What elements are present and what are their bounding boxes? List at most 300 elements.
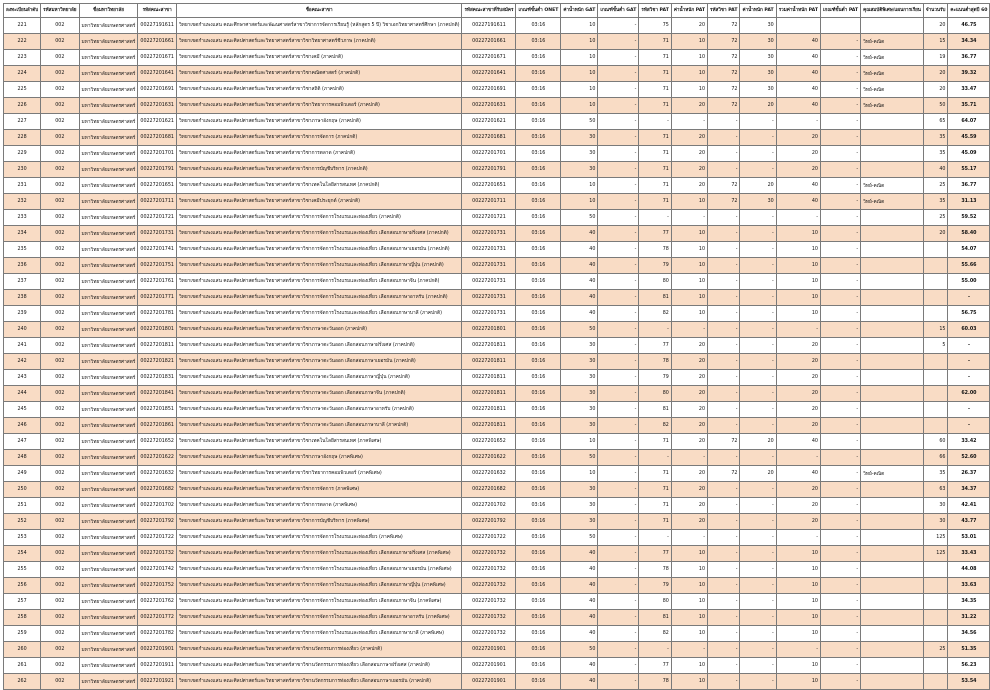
table-cell: - [820,98,860,114]
table-cell: - [948,354,990,370]
table-cell: - [708,306,740,322]
table-cell: 03:16 [516,178,561,194]
table-cell: วิทยาเขตกำแพงแสน คณะศิลปศาสตร์และวิทยาศาสตร์สาขาวิชาการจัดการโรงแรมและท่องเที่ยว เลือกสอบภาษาญี่ปุ่น (ภาคปกติ) [176,258,462,274]
column-header: รหัสคณะสาขา [138,4,177,18]
table-cell: - [708,290,740,306]
table-cell: - [708,386,740,402]
table-cell: - [820,658,860,674]
table-cell: 00227201671 [462,50,516,66]
table-cell: - [740,386,776,402]
table-cell: 00227201811 [462,386,516,402]
table-cell: 03:16 [516,498,561,514]
table-cell: 002 [41,338,79,354]
table-cell: - [740,338,776,354]
table-cell: 03:16 [516,98,561,114]
table-cell: - [598,594,639,610]
table-cell: - [598,498,639,514]
table-cell: 30 [561,498,598,514]
table-cell: 00227201792 [138,514,177,530]
table-cell: 34.56 [948,626,990,642]
table-cell: 002 [41,658,79,674]
table-row [4,482,990,498]
table-row [4,66,990,82]
table-cell: 03:16 [516,114,561,130]
table-cell: วิทยาเขตกำแพงแสน คณะศิลปศาสตร์และวิทยาศาสตร์สาขาวิชาภาษาตะวันออก เลือกสอบภาษาบาลี (ภาคปกติ) [176,418,462,434]
table-cell: 00227201691 [138,82,177,98]
table-cell: - [639,114,671,130]
table-cell: 71 [639,130,671,146]
table-cell [861,146,924,162]
table-cell: 235 [4,242,41,258]
table-cell: - [708,658,740,674]
table-cell: 00227201792 [462,514,516,530]
table-cell: 10 [776,578,820,594]
table-cell: 10 [776,274,820,290]
table-cell: วิทยาเขตกำแพงแสน คณะศิลปศาสตร์และวิทยาศาสตร์สาขาวิชาการจัดการ (ภาคปกติ) [176,130,462,146]
column-header: เกณฑ์ขั้นต่ำ PAT [820,4,860,18]
column-header: ลงทะเบียนลำดับ [4,4,41,18]
table-cell: มหาวิทยาลัยเกษตรศาสตร์ [79,66,138,82]
table-cell: 20 [776,402,820,418]
table-cell: - [820,610,860,626]
table-cell: - [708,418,740,434]
table-cell: 35 [923,466,948,482]
table-cell: 20 [776,146,820,162]
table-cell: 244 [4,386,41,402]
table-cell: วิทยาเขตกำแพงแสน คณะศิลปศาสตร์และวิทยาศาสตร์สาขาวิชานวัตกรรมการท่องเที่ยว เลือกสอบภาษาเยอรมัน (ภาคปกติ) [176,674,462,690]
table-cell: 71 [639,66,671,82]
table-cell: 26.37 [948,466,990,482]
table-cell: 253 [4,530,41,546]
table-cell [861,498,924,514]
table-cell: 30 [740,50,776,66]
table-cell: - [820,226,860,242]
table-cell: - [740,354,776,370]
table-cell [923,370,948,386]
table-cell [923,290,948,306]
table-cell: - [708,274,740,290]
table-cell: 10 [561,18,598,34]
table-cell: 002 [41,242,79,258]
table-cell: 03:16 [516,242,561,258]
table-cell: 81 [639,290,671,306]
table-cell: 20 [671,178,707,194]
table-cell: วิทยาเขตกำแพงแสน คณะศิลปศาสตร์และวิทยาศาสตร์สาขาวิชาคณิตศาสตร์ (ภาคปกติ) [176,66,462,82]
table-cell: 54.07 [948,242,990,258]
table-cell: 79 [639,370,671,386]
column-header: เกณฑ์ขั้นต่ำ ONET [516,4,561,18]
table-cell: วิทย์-คณิต [861,178,924,194]
table-cell: 00227201731 [462,306,516,322]
table-cell [861,370,924,386]
table-cell: 002 [41,498,79,514]
table-cell: - [598,626,639,642]
table-cell: 002 [41,50,79,66]
table-cell: 259 [4,626,41,642]
table-cell: 002 [41,210,79,226]
table-cell: 25 [923,178,948,194]
table-cell: 78 [639,674,671,690]
table-cell: - [598,578,639,594]
table-cell: 15 [923,322,948,338]
table-cell: วิทย์-คณิต [861,98,924,114]
table-cell: 03:16 [516,130,561,146]
table-cell: 03:16 [516,626,561,642]
table-cell: - [708,258,740,274]
table-cell: 30 [561,514,598,530]
table-cell: 30 [740,18,776,34]
table-cell: มหาวิทยาลัยเกษตรศาสตร์ [79,18,138,34]
table-cell: มหาวิทยาลัยเกษตรศาสตร์ [79,370,138,386]
table-cell: 40 [561,562,598,578]
table-cell: 233 [4,210,41,226]
table-cell: 00227201722 [462,530,516,546]
table-cell: 79 [639,578,671,594]
table-cell: - [708,498,740,514]
table-cell: 65 [923,114,948,130]
table-cell: 10 [671,194,707,210]
table-cell: 42.41 [948,498,990,514]
table-cell: มหาวิทยาลัยเกษตรศาสตร์ [79,674,138,690]
table-cell [861,546,924,562]
table-cell: 03:16 [516,162,561,178]
table-cell: 00227201762 [138,594,177,610]
table-cell [923,578,948,594]
table-cell: - [671,530,707,546]
table-cell: 00227201701 [462,146,516,162]
table-cell: มหาวิทยาลัยเกษตรศาสตร์ [79,146,138,162]
table-cell: 30 [561,402,598,418]
table-cell: 03:16 [516,274,561,290]
table-cell: 03:16 [516,18,561,34]
table-cell: 10 [671,594,707,610]
table-cell: - [820,258,860,274]
table-cell: 20 [740,98,776,114]
table-cell: มหาวิทยาลัยเกษตรศาสตร์ [79,130,138,146]
table-cell: วิทยาเขตกำแพงแสน คณะศิลปศาสตร์และวิทยาศาสตร์สาขาวิชาการบัญชีบริหาร (ภาคพิเศษ) [176,514,462,530]
table-cell: วิทยาเขตกำแพงแสน คณะศิลปศาสตร์และวิทยาศาสตร์สาขาวิชาการจัดการโรงแรมและท่องเที่ยว เลือกสอบภาษาบาลี (ภาคปกติ) [176,306,462,322]
table-cell: มหาวิทยาลัยเกษตรศาสตร์ [79,98,138,114]
table-cell: - [671,642,707,658]
table-cell: - [598,18,639,34]
table-cell: 00227201701 [138,146,177,162]
table-cell: 77 [639,226,671,242]
table-cell [861,354,924,370]
table-cell: 71 [639,82,671,98]
table-cell: - [820,130,860,146]
table-cell: วิทย์-คณิต [861,82,924,98]
table-cell: 30 [740,194,776,210]
table-cell: - [671,114,707,130]
table-cell: 03:16 [516,338,561,354]
table-cell: 00227201682 [462,482,516,498]
table-cell: - [598,338,639,354]
table-cell: 00227201652 [462,434,516,450]
table-row [4,466,990,482]
table-cell: 20 [740,178,776,194]
table-cell: 10 [671,274,707,290]
table-cell: - [820,162,860,178]
table-cell: - [598,402,639,418]
table-row [4,130,990,146]
table-cell: 71 [639,162,671,178]
table-cell: วิทยาเขตกำแพงแสน คณะศิลปศาสตร์และวิทยาศาสตร์สาขาวิชาการจัดการโรงแรมและท่องเที่ยว เลือกสอบภาษาเยอรมัน (ภาคปกติ) [176,242,462,258]
table-cell: มหาวิทยาลัยเกษตรศาสตร์ [79,114,138,130]
table-cell: - [820,338,860,354]
table-cell [923,354,948,370]
table-cell: 002 [41,290,79,306]
table-cell: 71 [639,514,671,530]
table-cell: - [820,290,860,306]
table-cell [861,642,924,658]
table-cell: 20 [671,338,707,354]
table-cell: 30 [561,354,598,370]
table-cell: 00227201632 [462,466,516,482]
table-cell: มหาวิทยาลัยเกษตรศาสตร์ [79,290,138,306]
table-cell: 40 [923,162,948,178]
table-cell: 223 [4,50,41,66]
table-cell: มหาวิทยาลัยเกษตรศาสตร์ [79,178,138,194]
table-cell: วิทยาเขตกำแพงแสน คณะศิลปศาสตร์และวิทยาศาสตร์สาขาวิชาภาษาตะวันออก เลือกสอบภาษาฝรั่งเศส (ภาคปกติ) [176,338,462,354]
table-cell: 03:16 [516,402,561,418]
table-cell: - [598,354,639,370]
table-cell: 79 [639,258,671,274]
table-cell: 40 [561,306,598,322]
table-row [4,146,990,162]
table-cell: วิทยาเขตกำแพงแสน คณะศิลปศาสตร์และวิทยาศาสตร์สาขาวิชาภาษาอังกฤษ (ภาคพิเศษ) [176,450,462,466]
table-cell [923,386,948,402]
table-cell: 50 [561,530,598,546]
table-row [4,370,990,386]
table-cell: 00227201782 [138,626,177,642]
table-cell: - [740,498,776,514]
table-cell: 71 [639,434,671,450]
table-cell: - [776,210,820,226]
table-cell: 35.71 [948,98,990,114]
table-cell: - [708,322,740,338]
table-cell: 03:16 [516,290,561,306]
table-cell: - [820,322,860,338]
table-cell: 00227201791 [138,162,177,178]
table-cell: 10 [561,98,598,114]
table-cell: - [740,610,776,626]
table-cell: 225 [4,82,41,98]
table-cell: 00227201811 [138,338,177,354]
table-cell: 10 [561,50,598,66]
table-cell: 002 [41,370,79,386]
table-cell: - [671,210,707,226]
table-cell: 20 [671,354,707,370]
table-cell: 55.00 [948,274,990,290]
table-cell: 239 [4,306,41,322]
table-cell: - [820,114,860,130]
table-cell: 40 [561,674,598,690]
table-cell: 44.08 [948,562,990,578]
table-cell: 35 [923,130,948,146]
table-cell: 40 [776,194,820,210]
table-cell: - [598,658,639,674]
table-cell: มหาวิทยาลัยเกษตรศาสตร์ [79,498,138,514]
table-cell: 236 [4,258,41,274]
table-cell: 46.75 [948,18,990,34]
table-cell: - [708,114,740,130]
table-cell [861,402,924,418]
table-cell: - [598,562,639,578]
table-cell: 03:16 [516,354,561,370]
column-header: จำนวนรับ [923,4,948,18]
table-row [4,274,990,290]
table-cell: - [740,546,776,562]
table-cell: 00227201671 [138,50,177,66]
table-cell: - [598,306,639,322]
table-cell: 002 [41,674,79,690]
table-cell: 33.63 [948,578,990,594]
table-cell: - [820,642,860,658]
table-cell: มหาวิทยาลัยเกษตรศาสตร์ [79,594,138,610]
table-cell: 71 [639,50,671,66]
table-cell: มหาวิทยาลัยเกษตรศาสตร์ [79,354,138,370]
table-cell: 246 [4,418,41,434]
table-cell [861,674,924,690]
table-cell: - [740,594,776,610]
table-cell: มหาวิทยาลัยเกษตรศาสตร์ [79,402,138,418]
table-cell: 30 [923,498,948,514]
table-cell [861,386,924,402]
table-cell: 247 [4,434,41,450]
table-cell: 00227201811 [462,338,516,354]
table-cell: วิทยาเขตกำแพงแสน คณะศิลปศาสตร์และวิทยาศาสตร์สาขาวิชาการตลาด (ภาคปกติ) [176,146,462,162]
table-cell: มหาวิทยาลัยเกษตรศาสตร์ [79,450,138,466]
table-cell: 10 [671,66,707,82]
table-cell: 00227201732 [138,546,177,562]
table-cell: 20 [671,146,707,162]
table-cell: 00227201631 [138,98,177,114]
table-cell: 60 [923,434,948,450]
table-cell: 002 [41,418,79,434]
table-cell: 03:16 [516,194,561,210]
table-cell: 00227201811 [462,402,516,418]
table-cell: 03:16 [516,674,561,690]
table-cell: - [740,402,776,418]
table-cell: วิทยาเขตกำแพงแสน คณะศิลปศาสตร์และวิทยาศาสตร์สาขาวิชาวิทยาการคอมพิวเตอร์ (ภาคพิเศษ) [176,466,462,482]
table-cell: 002 [41,354,79,370]
table-cell: 00227201901 [138,642,177,658]
table-cell: 00227201901 [462,658,516,674]
table-cell: - [820,82,860,98]
table-cell [923,610,948,626]
table-row [4,530,990,546]
table-cell: 00227201711 [138,194,177,210]
table-cell: 00227201742 [138,562,177,578]
table-cell: 71 [639,194,671,210]
table-cell: 40 [561,626,598,642]
table-cell: 002 [41,466,79,482]
table-cell: - [598,50,639,66]
table-cell: มหาวิทยาลัยเกษตรศาสตร์ [79,34,138,50]
table-cell: 52.60 [948,450,990,466]
table-cell: 234 [4,226,41,242]
table-cell: - [708,546,740,562]
table-cell: - [708,562,740,578]
table-cell: 00227201721 [462,210,516,226]
table-cell: 40 [776,50,820,66]
column-header: ชื่อมหาวิทยาลัย [79,4,138,18]
table-cell: 002 [41,386,79,402]
table-cell: - [708,402,740,418]
table-cell: มหาวิทยาลัยเกษตรศาสตร์ [79,530,138,546]
table-cell: 00227201702 [462,498,516,514]
table-cell: - [820,674,860,690]
table-cell: 50 [561,114,598,130]
table-cell: 20 [923,82,948,98]
table-cell: 251 [4,498,41,514]
table-cell: 20 [923,66,948,82]
table-cell: 00227201901 [462,674,516,690]
table-cell: - [598,146,639,162]
table-cell: 002 [41,18,79,34]
table-cell: 35 [923,146,948,162]
table-cell: 72 [708,50,740,66]
table-cell: - [740,274,776,290]
table-cell: 66 [923,450,948,466]
table-cell: 77 [639,658,671,674]
table-cell: 20 [671,402,707,418]
table-cell: - [740,562,776,578]
table-row [4,210,990,226]
table-cell: - [598,210,639,226]
table-cell: 002 [41,402,79,418]
table-cell: 222 [4,34,41,50]
table-cell [923,626,948,642]
table-cell: 00227201632 [138,466,177,482]
table-cell: 03:16 [516,322,561,338]
table-row [4,34,990,50]
table-row [4,546,990,562]
table-cell: - [708,210,740,226]
table-cell: 10 [776,594,820,610]
table-cell: - [740,514,776,530]
table-row [4,114,990,130]
table-row [4,18,990,34]
table-cell: - [776,322,820,338]
table-cell: 03:16 [516,258,561,274]
table-row [4,418,990,434]
table-cell: 00227201722 [138,530,177,546]
table-cell: 31.22 [948,610,990,626]
table-cell: - [598,546,639,562]
table-cell: - [639,642,671,658]
table-cell: - [708,578,740,594]
table-cell: - [708,338,740,354]
table-cell: 00227201631 [462,98,516,114]
table-cell: 125 [923,546,948,562]
table-cell: 10 [776,546,820,562]
table-cell: - [820,578,860,594]
table-cell: - [740,642,776,658]
table-cell: 20 [776,514,820,530]
table-row [4,498,990,514]
table-cell: - [708,146,740,162]
table-cell: 002 [41,514,79,530]
table-cell: 10 [776,306,820,322]
table-cell: - [639,322,671,338]
table-cell: 71 [639,482,671,498]
table-cell: 03:16 [516,546,561,562]
table-cell: วิทยาเขตกำแพงแสน คณะศิลปศาสตร์และวิทยาศาสตร์สาขาวิชาภาษาอังกฤษ (ภาคปกติ) [176,114,462,130]
table-cell: - [598,194,639,210]
table-cell: วิทยาเขตกำแพงแสน คณะศิลปศาสตร์และวิทยาศาสตร์สาขาวิชาการจัดการโรงแรมและท่องเที่ยว เลือกสอบภาษาอาหรับ (ภาคปกติ) [176,290,462,306]
table-cell: - [598,178,639,194]
